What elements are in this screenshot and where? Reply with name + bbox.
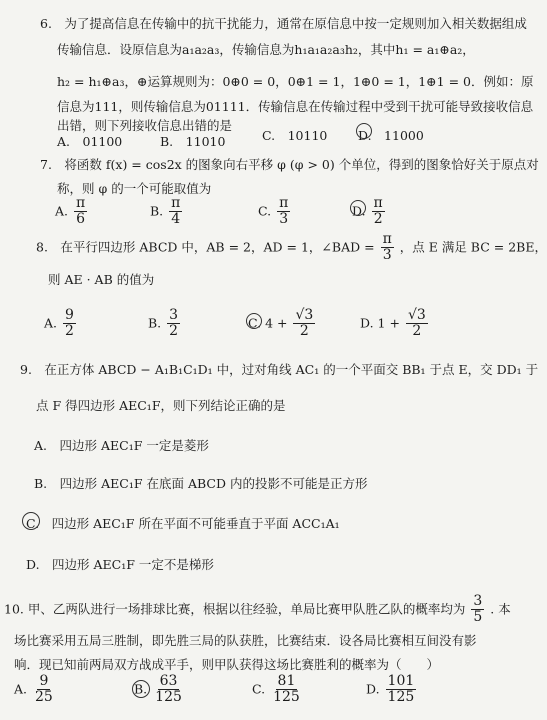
q10-line1: 10. 甲、乙两队进行一场排球比赛，根据以往经验，单局比赛甲队胜乙队的概率均为 $\frac{3}{5}$ . 本 [4,593,511,626]
q6-line5: 出错，则下列接收信息出错的是 [57,118,233,133]
q8-line2: 则 AE · AB 的值为 [48,272,155,287]
q9-option-a: A. 四边形 AEC₁F 一定是菱形 [34,438,209,453]
q7-option-b: B. $\frac{\pi}{4}$ [150,195,181,228]
q8-option-b: B. $\frac{3}{2}$ [148,307,179,340]
q7-answer-circle [350,200,366,216]
q6-answer-circle [356,123,372,139]
q10-line2: 场比赛采用五局三胜制，即先胜三局的队获胜，比赛结束．设各局比赛相互间没有影 [14,633,477,648]
q7-line2: 称，则 φ 的一个可能取值为 [57,181,212,196]
q9-option-d: D. 四边形 AEC₁F 一定不是梯形 [26,557,214,572]
q6-option-d: D. 11000 [358,128,424,143]
q8-line1: 8. 在平行四边形 ABCD 中，AB = 2，AD = 1，∠BAD = $\frac{\pi}{3}$ ，点 E 满足 BC = 2BE， [36,231,547,264]
q8-option-a: A. $\frac{9}{2}$ [44,307,74,340]
q6-line4: 信息为111，则传输信息为01111．传输信息在传输过程中受到干扰可能导致接收信息 [57,99,534,114]
q8-answer-circle [246,313,262,329]
q7-option-d: D. $\frac{\pi}{2}$ [352,195,383,228]
q10-answer-circle [132,680,150,698]
q10-option-a: A. $\frac{9}{25}$ [14,673,53,706]
q9-option-b: B. 四边形 AEC₁F 在底面 ABCD 内的投影不可能是正方形 [34,476,368,491]
q9-option-c: C. 四边形 AEC₁F 所在平面不可能垂直于平面 ACC₁A₁ [26,516,340,531]
q7-line1: 7. 将函数 f(x) = cos2x 的图象向右平移 φ (φ > 0) 个单位，得到的图象恰好关于原点对 [40,157,539,172]
q7-option-a: A. $\frac{\pi}{6}$ [55,195,86,228]
q8-option-d: D. 1 + $\frac{√3}{2}$ [360,307,426,340]
q6-option-c: C. 10110 [262,128,328,143]
q10-option-b: B. $\frac{63}{125}$ [134,673,182,706]
q6-option-a: A. 01100 [57,134,123,149]
q6-line2: 传输信息．设原信息为a₁a₂a₃，传输信息为h₁a₁a₂a₃h₂，其中h₁ = a₁⊕a₂， [57,42,475,57]
q10-option-c: C. $\frac{81}{125}$ [252,673,300,706]
q6-option-b: B. 11010 [160,134,226,149]
q10-line3: 响．现已知前两局双方战成平手，则甲队获得这场比赛胜利的概率为（ ） [14,657,440,672]
q6-line3: h₂ = h₁⊕a₃，⊕运算规则为：0⊕0 = 0，0⊕1 = 1，1⊕0 = 1，1⊕1 = 0．例如：原 [57,74,534,89]
q8-option-c: C. 4 + $\frac{√3}{2}$ [248,307,314,340]
q9-line2: 点 F 得四边形 AEC₁F，则下列结论正确的是 [36,398,286,413]
q9-line1: 9. 在正方体 ABCD − A₁B₁C₁D₁ 中，过对角线 AC₁ 的一个平面交 BB₁ 于点 E，交 DD₁ 于 [20,362,539,377]
q9-answer-circle [22,512,40,530]
q10-option-d: D. $\frac{101}{125}$ [366,673,415,706]
q6-line1: 6. 为了提高信息在传输中的抗干扰能力，通常在原信息中按一定规则加入相关数据组成 [40,16,527,31]
q7-option-c: C. $\frac{\pi}{3}$ [258,195,289,228]
